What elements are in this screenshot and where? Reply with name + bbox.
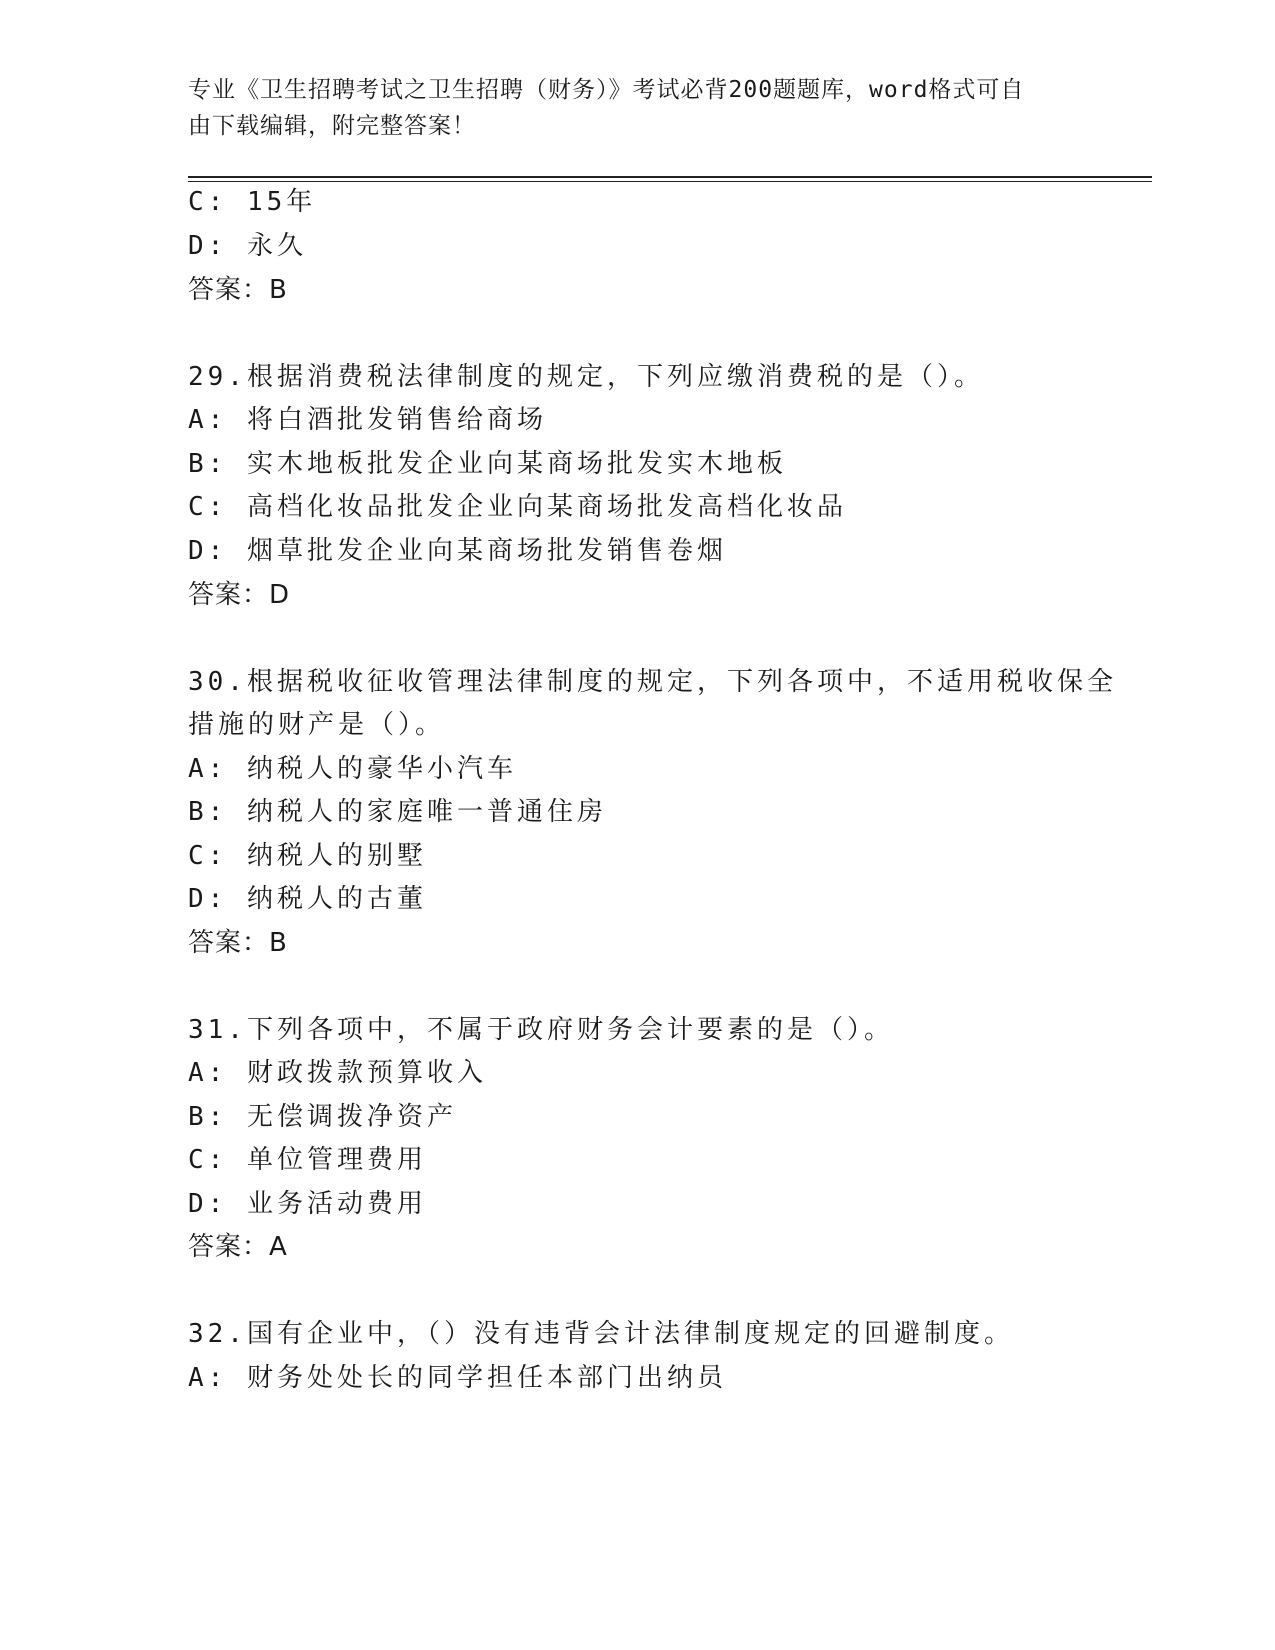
- q30-option-c: C: 纳税人的别墅: [188, 841, 427, 871]
- q31-stem: 31.下列各项中，不属于政府财务会计要素的是（）。: [188, 1015, 894, 1045]
- header-line-1: 专业《卫生招聘考试之卫生招聘（财务）》考试必背200题题库，word格式可自: [188, 77, 1025, 103]
- q30-option-b: B: 纳税人的家庭唯一普通住房: [188, 797, 607, 827]
- q29-option-a: A: 将白酒批发销售给商场: [188, 405, 547, 435]
- prev-option-d: D: 永久: [188, 231, 307, 261]
- q32-option-a: A: 财务处处长的同学担任本部门出纳员: [188, 1363, 727, 1393]
- q30-option-a: A: 纳税人的豪华小汽车: [188, 754, 517, 784]
- header-rule-thick: [188, 176, 1152, 178]
- q31-answer: 答案：A: [188, 1232, 288, 1262]
- prev-option-c: C: 15年: [188, 187, 317, 217]
- q31-option-a: A: 财政拨款预算收入: [188, 1058, 487, 1088]
- q31-option-c: C: 单位管理费用: [188, 1145, 427, 1175]
- document-header: [188, 72, 1088, 144]
- q29-option-c: C: 高档化妆品批发企业向某商场批发高档化妆品: [188, 492, 847, 522]
- q31-option-d: D: 业务活动费用: [188, 1189, 427, 1219]
- q29-option-b: B: 实木地板批发企业向某商场批发实木地板: [188, 449, 787, 479]
- q30-answer: 答案：B: [188, 928, 288, 958]
- q31-option-b: B: 无偿调拨净资产: [188, 1102, 457, 1132]
- header-rule-thin: [188, 181, 1152, 182]
- q30-option-d: D: 纳税人的古董: [188, 884, 427, 914]
- q30-stem-line-1: 30.根据税收征收管理法律制度的规定，下列各项中，不适用税收保全: [188, 667, 1117, 697]
- q32-stem: 32.国有企业中，（）没有违背会计法律制度规定的回避制度。: [188, 1319, 1014, 1349]
- q29-answer: 答案：D: [188, 580, 291, 610]
- q30-stem-line-2: 措施的财产是（）。: [188, 710, 446, 740]
- prev-answer: 答案：B: [188, 275, 288, 305]
- q29-option-d: D: 烟草批发企业向某商场批发销售卷烟: [188, 536, 727, 566]
- q29-stem: 29.根据消费税法律制度的规定，下列应缴消费税的是（）。: [188, 362, 984, 392]
- header-line-2: 由下载编辑，附完整答案！: [188, 113, 476, 139]
